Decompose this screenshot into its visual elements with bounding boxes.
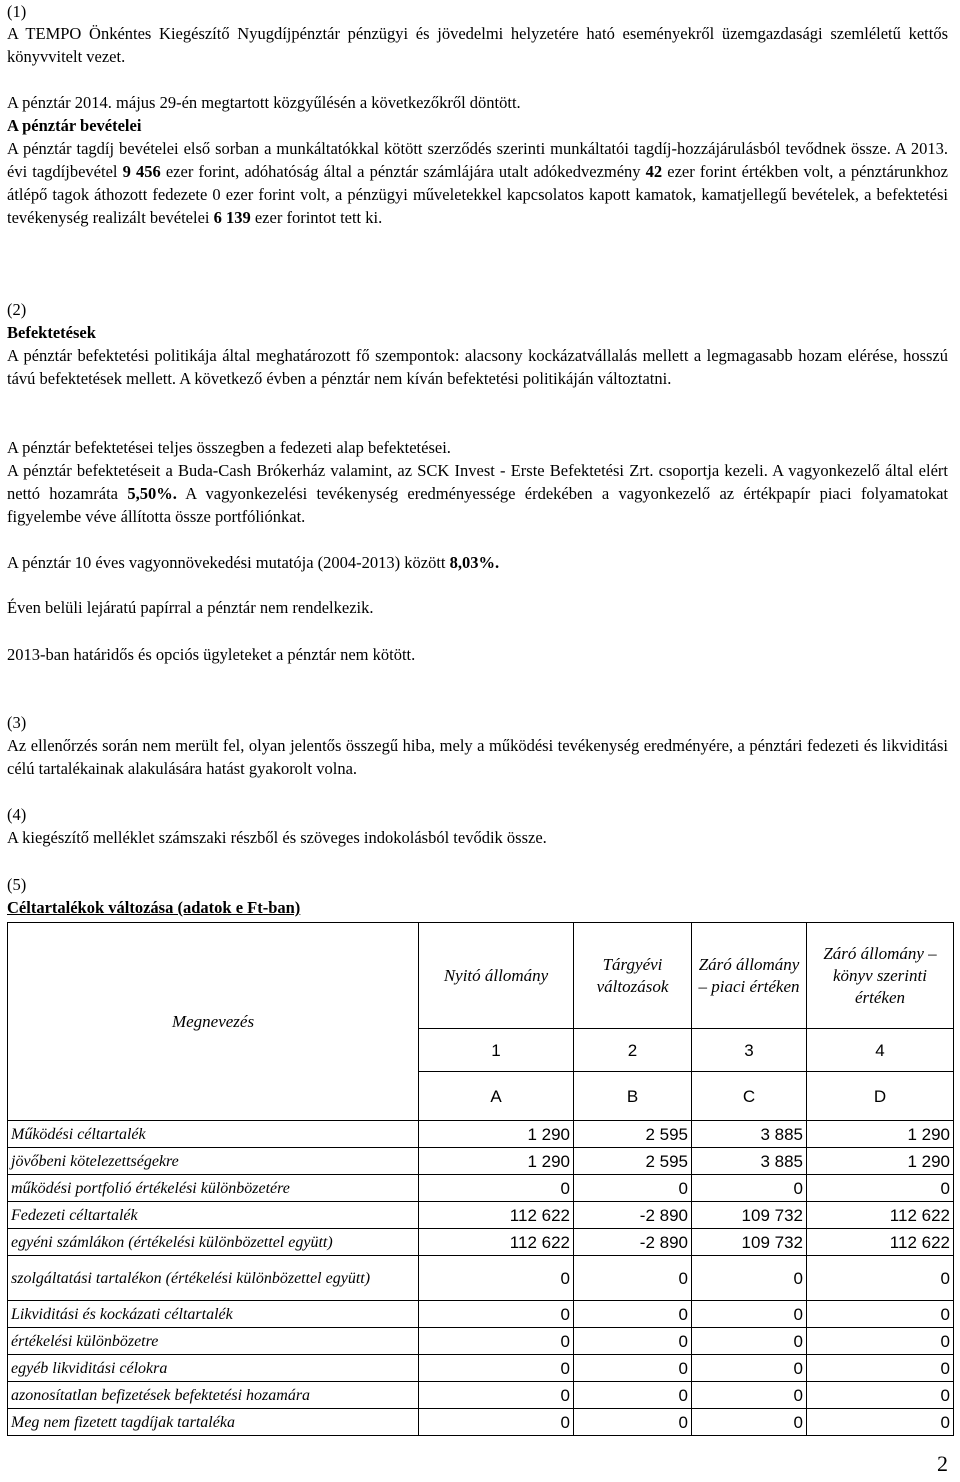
col-letter-b: B [574,1072,692,1121]
section-4-number: (4) [7,805,27,824]
tax-relief-value: 42 [645,162,663,181]
section-2-derivatives: 2013-ban határidős és opciós ügyleteket a pénztár nem kötött. [7,645,416,664]
row-label: jövőbeni kötelezettségekre [8,1148,419,1175]
section-2-short-term: Éven belüli lejáratú papírral a pénztár nem rendelkezik. [7,598,374,617]
row-label: azonosítatlan befizetések befektetési hozamára [8,1382,419,1409]
col-number-1: 1 [419,1029,574,1072]
value-changes: 0 [574,1382,692,1409]
value-changes: -2 890 [574,1202,692,1229]
value-changes: 0 [574,1409,692,1436]
section-2-coverage: A pénztár befektetései teljes összegben a fedezeti alap befektetései. [7,438,451,457]
value-closing-book: 0 [807,1409,954,1436]
row-label: Fedezeti céltartalék [8,1202,419,1229]
table-row [8,1355,954,1382]
col-letter-d: D [807,1072,954,1121]
membership-fee-value: 9 456 [122,162,161,181]
section-4-appendix: A kiegészítő melléklet számszaki részből és szöveges indokolásból tevődik össze. [7,828,547,847]
value-opening: 1 290 [419,1121,574,1148]
value-opening: 0 [419,1301,574,1328]
value-opening: 0 [419,1256,574,1301]
section-5-title: Céltartalékok változása (adatok e Ft-ban) [7,898,301,917]
table-row [8,1301,954,1328]
value-changes: -2 890 [574,1229,692,1256]
section-1-heading: A pénztár bevételei [7,116,142,135]
row-label: értékelési különbözetre [8,1328,419,1355]
header-closing-market: Záró állomány – piaci értéken [692,923,807,1029]
row-label: egyéb likviditási célokra [8,1355,419,1382]
value-changes: 0 [574,1328,692,1355]
value-changes: 2 595 [574,1148,692,1175]
value-closing-book: 1 290 [807,1121,954,1148]
table-row [8,1121,954,1148]
value-closing-market: 3 885 [692,1121,807,1148]
value-changes: 0 [574,1301,692,1328]
section-2-growth-paragraph: A pénztár 10 éves vagyonnövekedési mutatója (2004-2013) között 8,03%. [7,553,500,572]
value-closing-market: 0 [692,1355,807,1382]
header-name: Megnevezés [8,923,419,1121]
col-letter-c: C [692,1072,807,1121]
table-row [8,1328,954,1355]
value-closing-market: 0 [692,1256,807,1301]
section-1-revenue-paragraph: A pénztár tagdíj bevételei első sorban a munkáltatókkal kötött szerződés szerinti munkáltatói tagdíj-hozzájárulásból tevődnek össze. A 2013. évi tagdíjbevétel 9 456 ezer forint, adóhatóság által a pénztár számlájára utalt adókedvezmény 42 ezer forint értékben volt, a pénztárunkhoz átlépő tagok áthozott fedezete 0 ezer forint volt, a pénzügyi műveletekkel kapcsolatos kapott kamatok, kamatjellegű bevételek, a befektetési tevékenység realizált bevételei 6 139 ezer forintot tett ki. [7,139,949,227]
page-number: 2 [937,1451,948,1476]
table-row [8,1409,954,1436]
value-changes: 0 [574,1256,692,1301]
value-closing-market: 3 885 [692,1148,807,1175]
row-label: szolgáltatási tartalékon (értékelési különbözettel együtt) [8,1256,419,1301]
value-closing-market: 0 [692,1382,807,1409]
value-closing-book: 112 622 [807,1202,954,1229]
row-label: Működési céltartalék [8,1121,419,1148]
row-label: Meg nem fizetett tagdíjak tartaléka [8,1409,419,1436]
section-3-audit: Az ellenőrzés során nem merült fel, olyan jelentős összegű hiba, mely a működési tevékenység eredményére, a pénztári fedezeti és likviditási célú tartalékainak alakulására hatást gyakorolt volna. [7,736,948,778]
col-letter-a: A [419,1072,574,1121]
value-opening: 112 622 [419,1202,574,1229]
net-yield-value: 5,50%. [127,484,177,503]
col-number-2: 2 [574,1029,692,1072]
value-closing-book: 0 [807,1355,954,1382]
col-number-3: 3 [692,1029,807,1072]
value-closing-book: 112 622 [807,1229,954,1256]
value-opening: 0 [419,1328,574,1355]
section-2-policy: A pénztár befektetési politikája által meghatározott fő szempontok: alacsony kockázatvállalás mellett a legmagasabb hozam elérése, hosszú távú befektetések mellett. A következő évben a pénztár nem kíván befektetési politikáján változtatni. [7,346,948,388]
value-closing-book: 0 [807,1175,954,1202]
header-closing-book: Záró állomány – könyv szerinti értéken [807,923,954,1029]
value-opening: 0 [419,1382,574,1409]
row-label: egyéni számlákon (értékelési különbözettel együtt) [8,1229,419,1256]
value-changes: 0 [574,1175,692,1202]
header-changes: Tárgyévi változások [574,923,692,1029]
value-closing-market: 0 [692,1175,807,1202]
value-opening: 0 [419,1409,574,1436]
section-1-meeting: A pénztár 2014. május 29-én megtartott közgyűlésén a következőkről döntött. [7,93,521,112]
investment-income-value: 6 139 [213,208,251,227]
value-closing-book: 0 [807,1301,954,1328]
section-5-number: (5) [7,875,27,894]
section-2-number: (2) [7,300,27,319]
section-1-number: (1) [7,2,27,21]
value-closing-book: 1 290 [807,1148,954,1175]
table-row [8,1256,954,1301]
table-header-row [8,923,954,1029]
section-2-manager-paragraph: A pénztár befektetéseit a Buda-Cash Brókerház valamint, az SCK Invest - Erste Befektetési Zrt. csoportja kezeli. A vagyonkezelő által elért nettó hozamráta 5,50%. A vagyonkezelési tevékenység eredményessége érdekében a vagyonkezelő az értékpapír piaci folyamatokat figyelembe véve állította össze portfóliónkat. [7,461,948,526]
value-closing-market: 0 [692,1409,807,1436]
growth-value: 8,03%. [449,553,500,572]
value-closing-book: 0 [807,1382,954,1409]
value-opening: 1 290 [419,1148,574,1175]
table-row [8,1202,954,1229]
section-1-intro: A TEMPO Önkéntes Kiegészítő Nyugdíjpénztár pénzügyi és jövedelmi helyzetére ható eseményekről üzemgazdasági szemléletű kettős könyvvitelt vezet. [7,24,948,66]
value-closing-market: 109 732 [692,1229,807,1256]
section-2-heading: Befektetések [7,323,96,342]
row-label: Likviditási és kockázati céltartalék [8,1301,419,1328]
value-closing-book: 0 [807,1328,954,1355]
value-changes: 0 [574,1355,692,1382]
col-number-4: 4 [807,1029,954,1072]
table-row [8,1148,954,1175]
value-opening: 0 [419,1355,574,1382]
value-closing-market: 0 [692,1301,807,1328]
header-opening: Nyitó állomány [419,923,574,1029]
table-row [8,1175,954,1202]
row-label: működési portfolió értékelési különbözetére [8,1175,419,1202]
value-closing-market: 109 732 [692,1202,807,1229]
provisions-table [7,922,954,1436]
section-3-number: (3) [7,713,27,732]
value-opening: 0 [419,1175,574,1202]
table-row [8,1382,954,1409]
value-closing-market: 0 [692,1328,807,1355]
value-closing-book: 0 [807,1256,954,1301]
value-changes: 2 595 [574,1121,692,1148]
table-row [8,1229,954,1256]
value-opening: 112 622 [419,1229,574,1256]
